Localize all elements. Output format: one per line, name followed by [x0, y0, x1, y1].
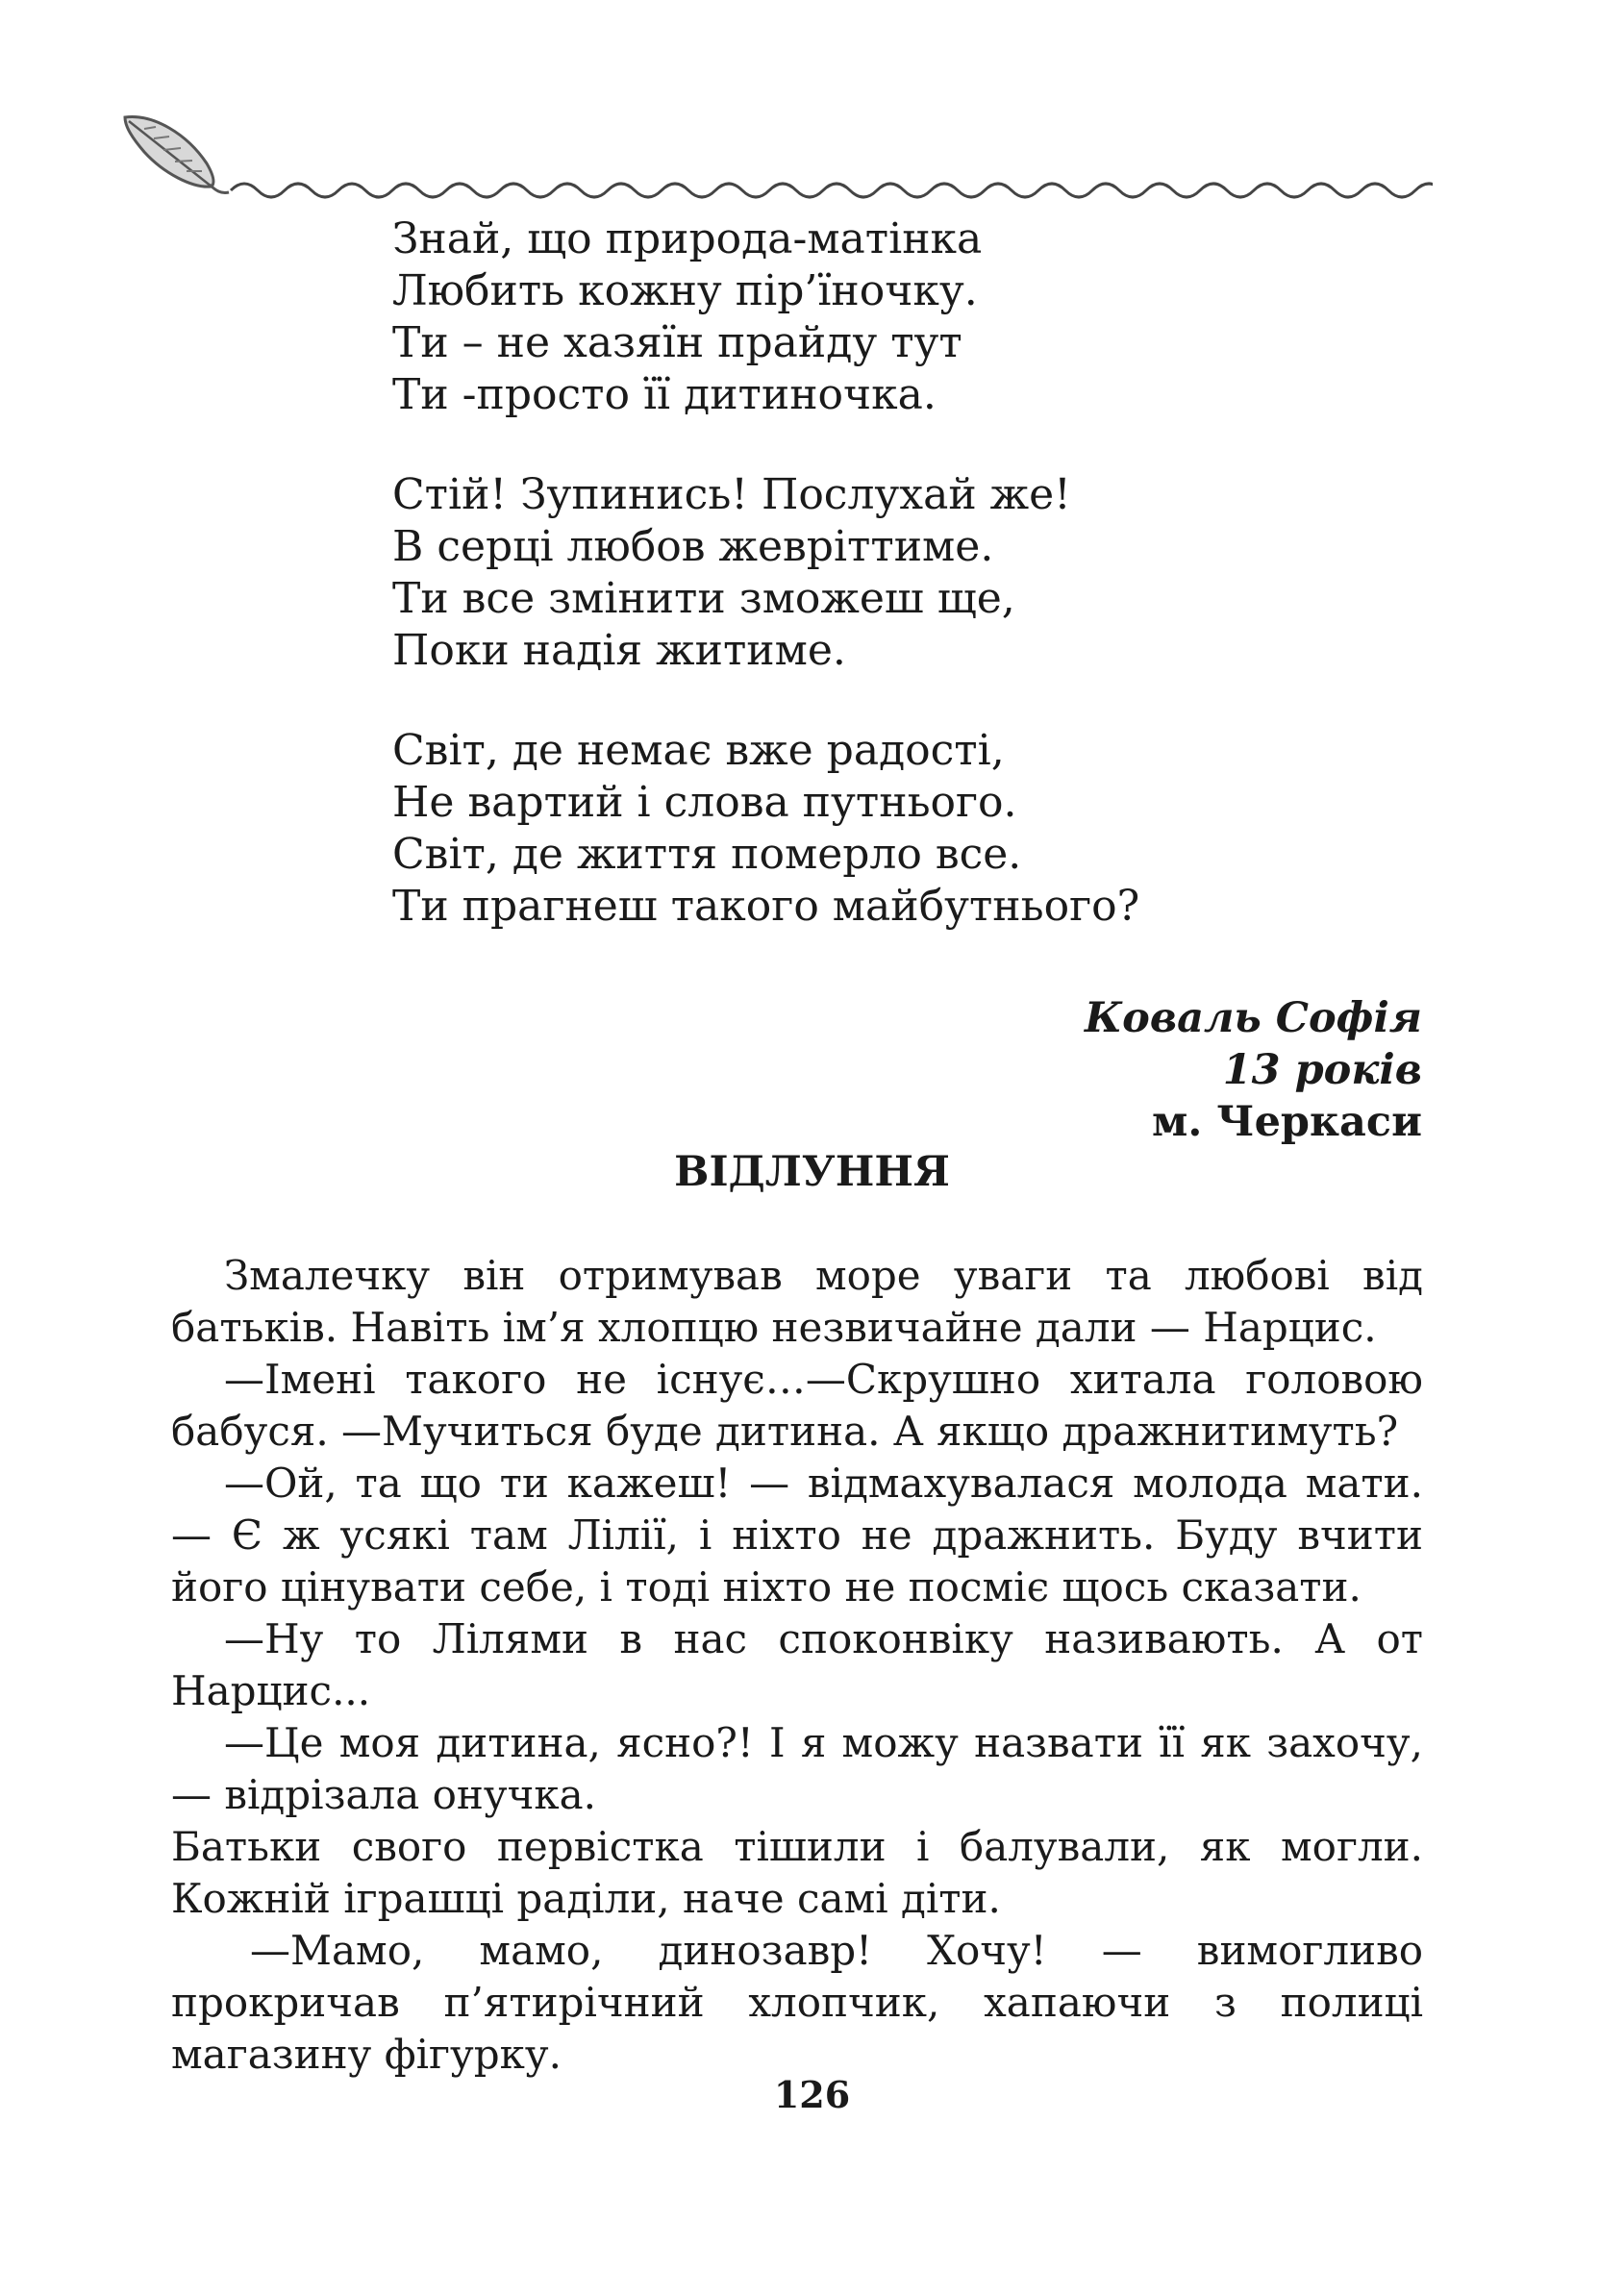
- story-paragraph: —Імені такого не існує…—Скрушно хитала головою бабуся. —Мучиться буде дитина. А якщо дражнитимуть?: [171, 1356, 1423, 1455]
- poem: [392, 213, 1258, 981]
- poem-line: Не вартий і слова путнього.: [392, 778, 1017, 827]
- poem-stanza: [392, 469, 1258, 677]
- story-paragraph: —Ой, та що ти кажеш! — відмахувалася молода мати. — Є ж усякі там Лілії, і ніхто не дражнить. Буду вчити його цінувати себе, і тоді ніхто не посміє щось сказати.: [171, 1460, 1423, 1610]
- story-paragraph: Батьки свого первістка тішили і балували, як могли. Кожній іграшці раділи, наче самі діти.: [171, 1823, 1423, 1922]
- author-signature: [1085, 992, 1422, 1148]
- header-ornament: [115, 106, 1433, 202]
- author-city: м. Черкаси: [1152, 1098, 1422, 1146]
- story-paragraph: —Це моя дитина, ясно?! І я можу назвати її як захочу, — відрізала онучка.: [171, 1719, 1423, 1818]
- author-age: 13 років: [1222, 1046, 1422, 1094]
- feather-icon: [125, 117, 229, 193]
- author-name: Коваль Софія: [1085, 994, 1422, 1042]
- story-text: [171, 1250, 1423, 2081]
- story-title: ВІДЛУННЯ: [674, 1148, 950, 1196]
- poem-line: Ти – не хазяїн прайду тут: [392, 318, 962, 367]
- poem-line: Знай, що природа-матінка: [392, 214, 983, 263]
- poem-line: Ти -просто її дитиночка.: [392, 370, 937, 419]
- poem-line: Стій! Зупинись! Послухай же!: [392, 470, 1071, 519]
- poem-stanza: [392, 725, 1258, 933]
- story-paragraph: —Ну то Лілями в нас споконвіку називають. А от Нарцис...: [171, 1615, 1423, 1714]
- poem-line: Ти прагнеш такого майбутнього?: [392, 882, 1140, 931]
- story-paragraph: Змалечку він отримував море уваги та любові від батьків. Навіть ім’я хлопцю незвичайне дали — Нарцис.: [171, 1252, 1423, 1351]
- poem-line: В серці любов жевріттиме.: [392, 522, 994, 571]
- poem-line: Світ, де немає вже радості,: [392, 726, 1005, 775]
- wavy-line: [231, 184, 1433, 197]
- poem-stanza: [392, 213, 1258, 421]
- poem-line: Любить кожну пір’їночку.: [392, 266, 978, 315]
- poem-line: Поки надія житиме.: [392, 626, 846, 675]
- page-number: 126: [773, 2073, 851, 2116]
- story-paragraph: —Мамо, мамо, динозавр! Хочу! — вимогливо прокричав п’ятирічний хлопчик, хапаючи з полиці магазину фігурку.: [171, 1927, 1423, 2078]
- poem-line: Світ, де життя померло все.: [392, 830, 1022, 879]
- poem-line: Ти все змінити зможеш ще,: [392, 574, 1015, 623]
